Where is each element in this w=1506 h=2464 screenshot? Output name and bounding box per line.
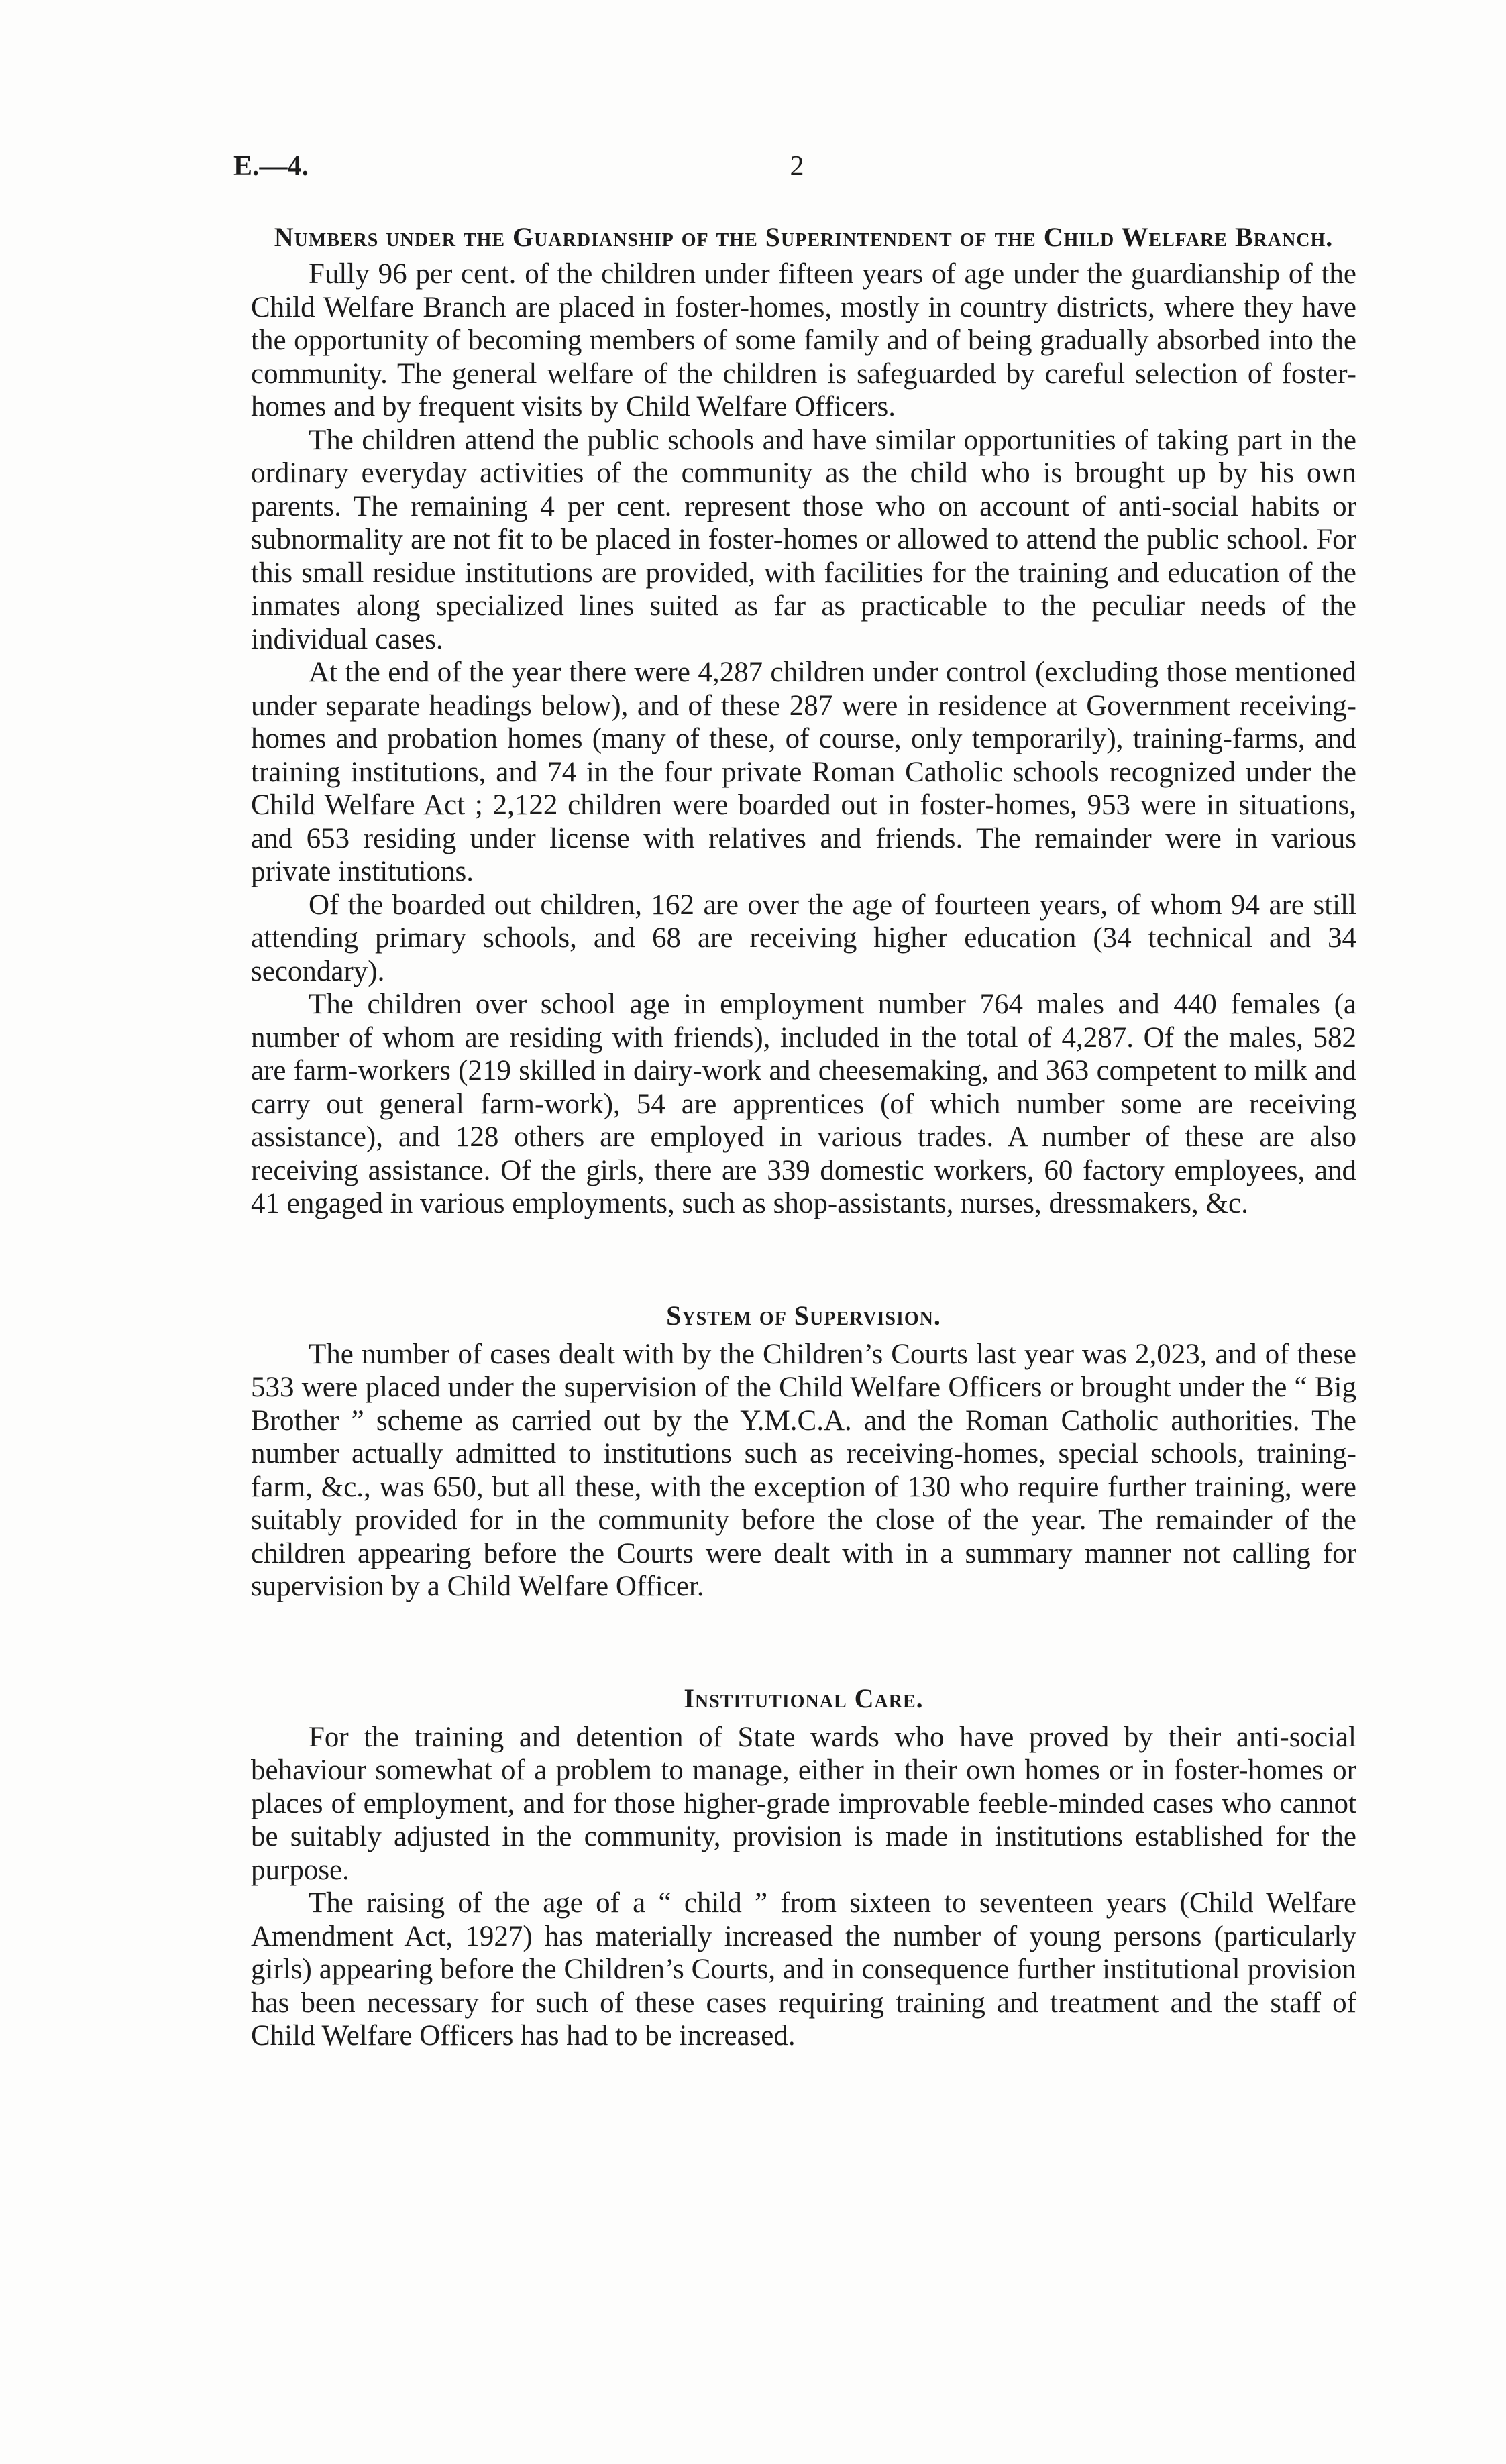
- section-heading-guardianship: Numbers under the Guardianship of the Superintendent of the Child Welfare Branch.: [274, 222, 1334, 252]
- page-number: 2: [790, 151, 804, 182]
- section-heading-institutional-care: Institutional Care.: [684, 1683, 924, 1714]
- document-body: [251, 221, 1356, 2053]
- paragraph: At the end of the year there were 4,287 children under control (excluding those mentioned under separate headings below), and of these 287 were in residence at Government receiving-homes and probation homes (many of these, of course, only temporarily), training-farms, and training institutions, and 74 in the four private Roman Catholic schools recognized under the Child Welfare Act ; 2,122 children were boarded out in foster-homes, 953 were in situations, and 653 residing under license with relatives and friends. The remainder were in various private institutions.: [251, 657, 1356, 887]
- running-head: [233, 150, 1360, 190]
- paragraph: Of the boarded out children, 162 are over the age of fourteen years, of whom 94 are still attending primary schools, and 68 are receiving higher education (34 technical and 34 secondary).: [251, 889, 1356, 987]
- document-reference: E.—4.: [233, 151, 309, 182]
- paragraph: For the training and detention of State wards who have proved by their anti-social behaviour somewhat of a problem to manage, either in their own homes or in foster-homes or places of employment, and for those higher-grade improvable feeble-minded cases who cannot be suitably adjusted in the community, provision is made in institutions established for the purpose.: [251, 1721, 1356, 1886]
- paragraph: Fully 96 per cent. of the children under fifteen years of age under the guardianship of the Child Welfare Branch are placed in foster-homes, mostly in country districts, where they have the opportunity of becoming members of some family and of being gradually absorbed into the community. The general welfare of the children is safeguarded by careful selection of foster-homes and by frequent visits by Child Welfare Officers.: [251, 258, 1356, 423]
- paragraph: The children over school age in employment number 764 males and 440 females (a number of whom are residing with friends), included in the total of 4,287. Of the males, 582 are farm-workers (219 skilled in dairy-work and cheesemaking, and 363 competent to milk and carry out general farm-work), 54 are apprentices (of which number some are receiving assistance), and 128 others are employed in various trades. A number of these are also receiving assistance. Of the girls, there are 339 domestic workers, 60 factory employees, and 41 engaged in various employments, such as shop-assistants, nurses, dressmakers, &c.: [251, 989, 1356, 1219]
- paragraph: The children attend the public schools and have similar opportunities of taking part in the ordinary everyday activities of the community as the child who is brought up by his own parents. The remaining 4 per cent. represent those who on account of anti-social habits or subnormality are not fit to be placed in foster-homes or allowed to attend the public school. For this small residue institutions are provided, with facilities for the training and education of the inmates along specialized lines suited as far as practicable to the peculiar needs of the individual cases.: [251, 424, 1356, 655]
- paragraph: The raising of the age of a “ child ” from sixteen to seventeen years (Child Welfare Amendment Act, 1927) has materially increased the number of young persons (particularly girls) appearing before the Children’s Courts, and in consequence further institutional provision has been necessary for such of these cases requiring training and treatment and the staff of Child Welfare Officers has had to be increased.: [251, 1887, 1356, 2052]
- paragraph: The number of cases dealt with by the Children’s Courts last year was 2,023, and of these 533 were placed under the supervision of the Child Welfare Officers or brought under the “ Big Brother ” scheme as carried out by the Y.M.C.A. and the Roman Catholic authorities. The number actually admitted to institutions such as receiving-homes, special schools, training-farm, &c., was 650, but all these, with the exception of 130 who require further training, were suitably provided for in the community before the close of the year. The remainder of the children appearing before the Courts were dealt with in a summary manner not calling for supervision by a Child Welfare Officer.: [251, 1338, 1356, 1602]
- section-heading-supervision: System of Supervision.: [666, 1300, 941, 1331]
